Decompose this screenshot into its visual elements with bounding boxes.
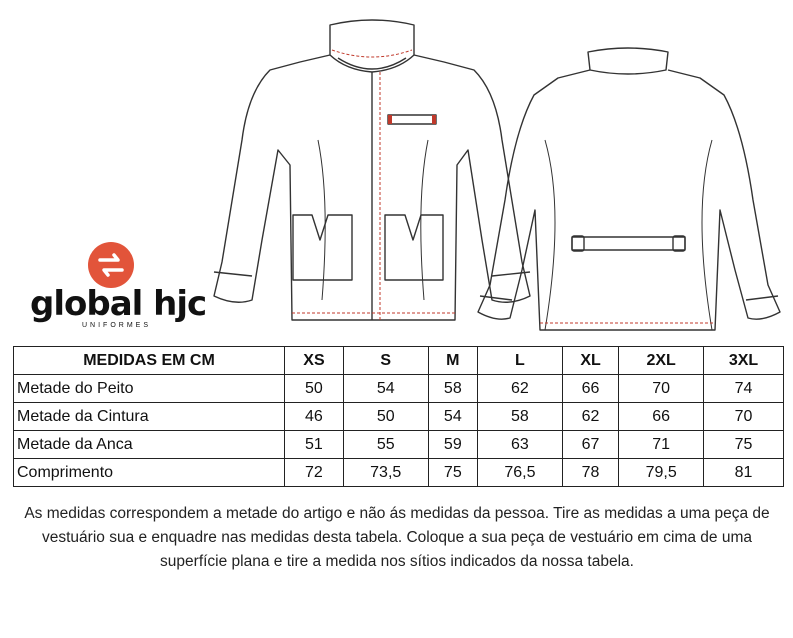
- measurement-note: As medidas correspondem a metade do artigo e não ás medidas da pessoa. Tire as medidas a uma peça de vestuário sua e enquadre nas medidas desta tabela. Coloque a sua peça de vestuário em cima de uma superfície plana e tire a medida nos sítios indicados da nossa tabela.: [24, 505, 770, 570]
- table-cell: 50: [285, 375, 344, 403]
- table-cell: 72: [285, 459, 344, 487]
- table-cell: 54: [428, 403, 478, 431]
- table-cell: 76,5: [478, 459, 563, 487]
- table-cell: 70: [619, 375, 704, 403]
- jacket-front-illustration: [214, 20, 530, 320]
- table-cell: 63: [478, 431, 563, 459]
- table-cell: 74: [704, 375, 784, 403]
- header-cell: XL: [562, 347, 619, 375]
- table-cell: 67: [562, 431, 619, 459]
- jacket-back-illustration: [478, 48, 780, 330]
- table-cell: 70: [704, 403, 784, 431]
- size-table: [13, 346, 784, 487]
- table-cell: 71: [619, 431, 704, 459]
- table-cell: 73,5: [343, 459, 428, 487]
- table-cell: 81: [704, 459, 784, 487]
- row-label: Comprimento: [14, 459, 285, 487]
- brand-subtitle: UNIFORMES: [82, 322, 151, 329]
- header-cell: 3XL: [704, 347, 784, 375]
- table-cell: 55: [343, 431, 428, 459]
- header-cell: 2XL: [619, 347, 704, 375]
- table-cell: 58: [428, 375, 478, 403]
- table-row: [14, 431, 784, 459]
- swap-arrows-icon: [88, 242, 134, 288]
- table-cell: 59: [428, 431, 478, 459]
- table-cell: 75: [704, 431, 784, 459]
- header-cell: S: [343, 347, 428, 375]
- table-cell: 75: [428, 459, 478, 487]
- table-cell: 58: [478, 403, 563, 431]
- table-cell: 79,5: [619, 459, 704, 487]
- table-row: [14, 375, 784, 403]
- table-row: [14, 459, 784, 487]
- row-label: Metade da Anca: [14, 431, 285, 459]
- header-cell: L: [478, 347, 563, 375]
- row-label: Metade do Peito: [14, 375, 285, 403]
- header-cell: XS: [285, 347, 344, 375]
- row-label: Metade da Cintura: [14, 403, 285, 431]
- table-cell: 46: [285, 403, 344, 431]
- table-cell: 66: [562, 375, 619, 403]
- header-cell: M: [428, 347, 478, 375]
- brand-logo: [30, 240, 210, 330]
- table-cell: 62: [562, 403, 619, 431]
- table-cell: 50: [343, 403, 428, 431]
- table-cell: 78: [562, 459, 619, 487]
- table-cell: 66: [619, 403, 704, 431]
- table-cell: 51: [285, 431, 344, 459]
- brand-name: global hjc: [30, 284, 207, 324]
- table-row: [14, 403, 784, 431]
- table-cell: 62: [478, 375, 563, 403]
- header-cell: MEDIDAS EM CM: [14, 347, 285, 375]
- table-cell: 54: [343, 375, 428, 403]
- table-header-row: [14, 347, 784, 375]
